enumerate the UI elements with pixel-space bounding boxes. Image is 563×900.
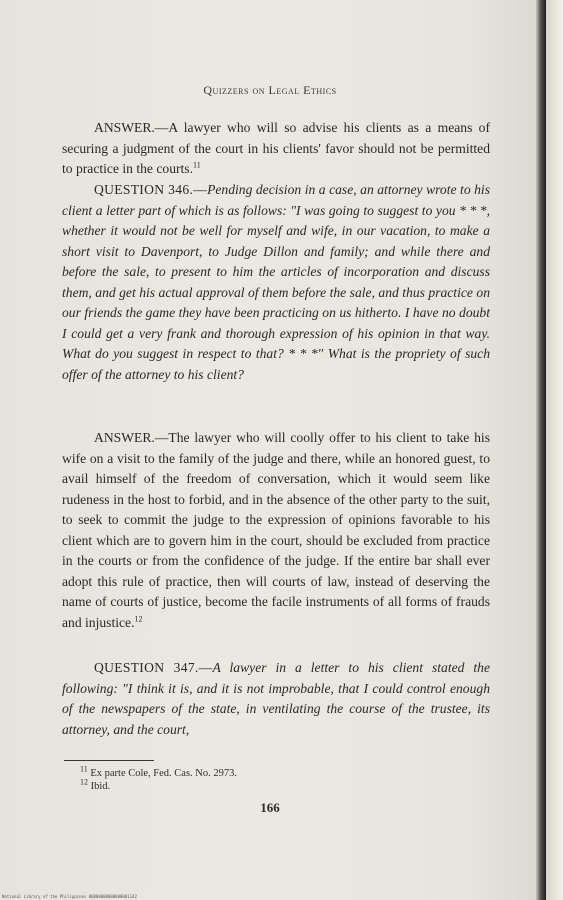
footnote-ref-11: 11 <box>192 160 201 170</box>
question-346-lead: QUESTION 346.— <box>94 182 208 197</box>
footnote-11 <box>80 764 238 780</box>
footnote-12-text: Ibid. <box>90 781 111 792</box>
answer-345-text: ANSWER.—A lawyer who will so advise his clients as a means of securing a judgment of the court in his clients' favor should not be permitted to practice in the courts. <box>62 120 490 176</box>
running-header: Quizzers on Legal Ethics <box>203 83 337 97</box>
page-number: 166 <box>260 800 280 815</box>
question-347-text: A lawyer in a letter to his client stated the following: "I think it is, and it is not improbable, that I could control enough of the newspapers of the state, in ventilating the course of the trustee, its attorney, and the court, <box>62 660 490 737</box>
question-347-paragraph <box>62 658 490 740</box>
footnote-12 <box>80 777 111 793</box>
scan-credit: National Library of the Philippines 00000000000000001142 <box>2 894 137 899</box>
footnote-divider <box>64 760 154 761</box>
footnote-11-text: Ex parte Cole, Fed. Cas. No. 2973. <box>90 768 238 779</box>
answer-346-paragraph <box>62 428 490 633</box>
footnote-12-number: 12 <box>80 777 88 787</box>
question-347-lead: QUESTION 347.— <box>94 660 213 675</box>
book-spine-shadow <box>536 0 546 900</box>
question-346-paragraph <box>62 180 490 385</box>
answer-346-text: ANSWER.—The lawyer who will coolly offer to his client to take his wife on a visit to the family of the judge and there, while an honored guest, to avail himself of the freedom of conversation, which it would seem like rudeness in the host to forbid, and in the absence of the other party to the suit, to seek to commit the judge to the expression of opinions favorable to his client which are to govern him in the court, should be excluded from practice in the courts or from the confidence of the judge. If the entire bar shall ever adopt this rule of practice, then will courts of law, instead of deserving the name of courts of justice, become the facile instruments of all forms of frauds and injustice. <box>62 430 490 630</box>
footnote-ref-12: 12 <box>134 613 143 623</box>
answer-345-paragraph <box>62 118 490 180</box>
page-edge <box>546 0 563 900</box>
question-346-text: Pending decision in a case, an attorney wrote to his client a letter part of which is as follows: "I was going to suggest to you * * *, whether it would not be well for myself and wife, in our vacation, to make a short visit to Davenport, to Judge Dillon and family; and while there and before the sale, to present to him the articles of incorporation and discuss them, and get his actual approval of them before the sale, and thus practice on our friends the game they have been practicing on us hitherto. I have no doubt I could get a very frank and thorough expression of his opinion in that way. What do you suggest in respect to that? * * *" What is the propriety of such offer of the attorney to his client? <box>62 182 490 382</box>
footnote-11-number: 11 <box>80 764 88 774</box>
